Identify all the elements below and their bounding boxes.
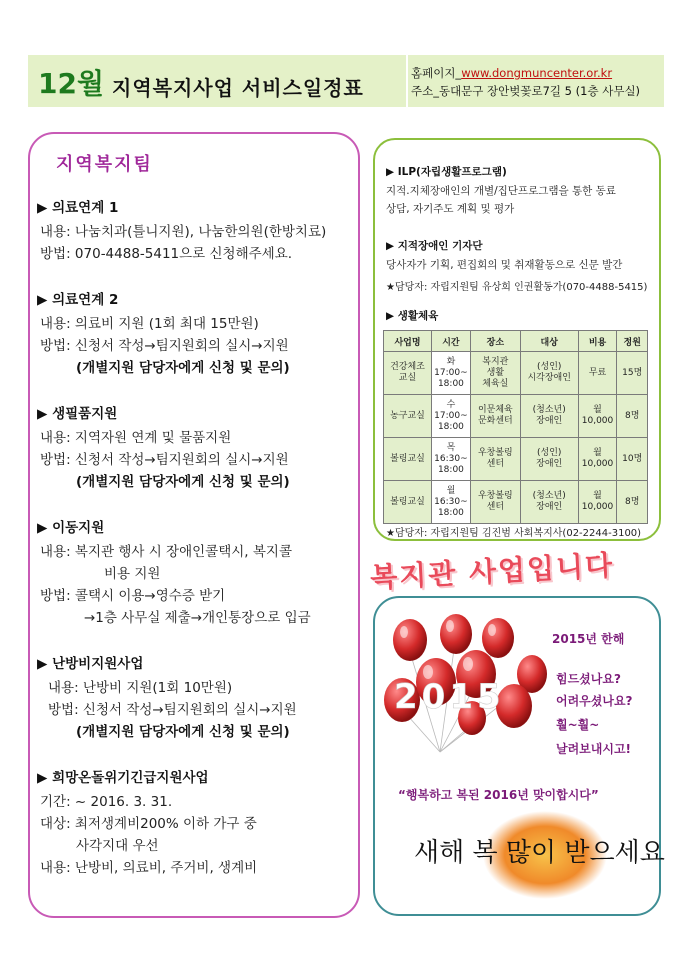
section-note: (개별지원 담당자에게 신청 및 문의): [76, 474, 290, 490]
homepage-label: 홈페이지_: [411, 66, 462, 80]
cell-program: 농구교실: [384, 395, 432, 438]
cell-place: 우창볼링 센터: [470, 438, 520, 481]
homepage-line: [411, 65, 612, 81]
greeting-line: 힘드셨나요?: [556, 672, 621, 686]
section-title-heating: ▶ 난방비지원사업: [37, 656, 144, 672]
section-line: →1층 사무실 제출→개인통장으로 입금: [84, 610, 311, 626]
cell-target: (성인) 시각장애인: [520, 352, 578, 395]
section-line: 내용: 난방비, 의료비, 주거비, 생계비: [40, 860, 258, 876]
cell-place: 복지관 생활 체육실: [470, 352, 520, 395]
section-line: 내용: 나눔치과(틀니지원), 나눔한의원(한방치료): [40, 224, 327, 240]
homepage-link[interactable]: www.dongmuncenter.or.kr: [461, 66, 613, 80]
cell-cost: 월 10,000: [578, 438, 617, 481]
section-line: 방법: 신청서 작성→팀지원회의 실시→지원: [40, 452, 289, 468]
ilp-desc: 지적.지체장애인의 개별/집단프로그램을 통한 동료: [386, 185, 616, 197]
cell-time: 수 17:00~ 18:00: [431, 395, 470, 438]
column-header: 정원: [617, 331, 648, 352]
section-line: 비용 지원: [104, 566, 161, 582]
cell-time: 목 16:30~ 18:00: [431, 438, 470, 481]
section-line: 내용: 복지관 행사 시 장애인콜택시, 복지콜: [40, 544, 292, 560]
column-header: 대상: [520, 331, 578, 352]
cell-cost: 무료: [578, 352, 617, 395]
cell-capacity: 10명: [617, 438, 648, 481]
greeting-line: 2015년 한해: [552, 632, 625, 646]
section-line: 방법: 신청서 작성→팀지원회의 실시→지원: [40, 338, 289, 354]
section-title-medical-1: ▶ 의료연계 1: [37, 200, 119, 216]
team-name: 지역복지팀: [56, 154, 153, 175]
table-row: [384, 438, 648, 481]
cell-time: 화 17:00~ 18:00: [431, 352, 470, 395]
section-title-emergency: ▶ 희망온돌위기긴급지원사업: [37, 770, 209, 786]
cell-program: 볼링교실: [384, 481, 432, 524]
cell-capacity: 8명: [617, 481, 648, 524]
watermark-text: 복지관 사업입니다: [369, 548, 615, 595]
calligraphy-greeting: 새해 복 많이 받으세요: [414, 838, 665, 868]
section-line: 대상: 최저생계비200% 이하 가구 중: [40, 816, 257, 832]
section-line: 내용: 지역자원 연계 및 물품지원: [40, 430, 232, 446]
column-header: 장소: [470, 331, 520, 352]
address-line: 주소_동대문구 장안벚꽃로7길 5 (1층 사무실): [411, 84, 641, 98]
column-header: 시간: [431, 331, 470, 352]
column-header: 비용: [578, 331, 617, 352]
cell-time: 월 16:30~ 18:00: [431, 481, 470, 524]
column-header: 사업명: [384, 331, 432, 352]
greeting-line: 날려보내시고!: [556, 742, 632, 756]
cell-target: (청소년) 장애인: [520, 395, 578, 438]
cell-target: (성인) 장애인: [520, 438, 578, 481]
cell-place: 우창볼링 센터: [470, 481, 520, 524]
table-row: [384, 481, 648, 524]
cell-cost: 월 10,000: [578, 481, 617, 524]
greeting-line: 어려우셨나요?: [556, 694, 633, 708]
section-note: (개별지원 담당자에게 신청 및 문의): [76, 360, 290, 376]
section-note: (개별지원 담당자에게 신청 및 문의): [76, 724, 290, 740]
section-line: 방법: 콜택시 이용→영수증 받기: [40, 588, 226, 604]
balloons-illustration: [380, 612, 550, 772]
sports-schedule-table: [383, 330, 648, 524]
header-info-box: [408, 55, 664, 107]
ilp-desc: 상담, 자기주도 계획 및 평가: [386, 203, 515, 215]
page-title: 지역복지사업 서비스일정표: [112, 76, 364, 100]
reporter-desc: 당사자가 기획, 편집회의 및 취재활동으로 신문 발간: [386, 259, 623, 271]
table-row: [384, 395, 648, 438]
section-line: 기간: ~ 2016. 3. 31.: [40, 794, 173, 810]
sports-contact: ★담당자: 자립지원팀 김진범 사회복지사(02-2244-3100): [386, 528, 642, 539]
section-line: 사각지대 우선: [76, 838, 159, 854]
reporter-title: ▶ 지적장애인 기자단: [386, 240, 483, 252]
table-row: [384, 352, 648, 395]
section-line: 내용: 의료비 지원 (1회 최대 15만원): [40, 316, 259, 332]
cell-capacity: 8명: [617, 395, 648, 438]
cell-program: 볼링교실: [384, 438, 432, 481]
cell-capacity: 15명: [617, 352, 648, 395]
section-line: 방법: 신청서 작성→팀지원회의 실시→지원: [48, 702, 297, 718]
section-line: 방법: 070-4488-5411으로 신청해주세요.: [40, 246, 293, 262]
section-line: 내용: 난방비 지원(1회 10만원): [48, 680, 233, 696]
cell-cost: 월 10,000: [578, 395, 617, 438]
section-title-medical-2: ▶ 의료연계 2: [37, 292, 119, 308]
table-header-row: [384, 331, 648, 352]
new-year-message: “행복하고 복된 2016년 맞이합시다”: [398, 788, 599, 802]
ilp-title: ▶ ILP(자립생활프로그램): [386, 166, 507, 178]
reporter-contact: ★담당자: 자립지원팀 유상희 인권활동가(070-4488-5415): [386, 282, 648, 293]
section-title-transport: ▶ 이동지원: [37, 520, 105, 536]
cell-place: 이문체육 문화센터: [470, 395, 520, 438]
section-title-necessities: ▶ 생필품지원: [37, 406, 118, 422]
cell-target: (청소년) 장애인: [520, 481, 578, 524]
cell-program: 건강체조 교실: [384, 352, 432, 395]
balloon-year-text: 2015: [394, 677, 505, 717]
greeting-line: 훨~훨~: [556, 718, 600, 732]
sports-title: ▶ 생활체육: [386, 310, 439, 322]
month-label: 12월: [38, 67, 105, 100]
